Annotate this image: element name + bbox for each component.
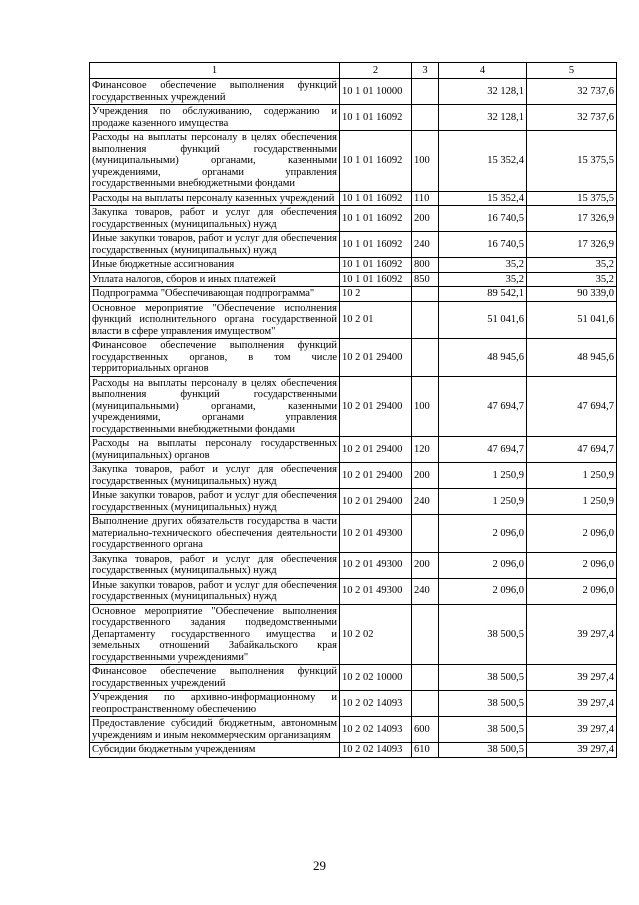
row-name-cell: Выполнение других обязательств государства в части материально-технического обеспечения деятельности государственного органа xyxy=(90,515,340,553)
row-code-cell: 10 2 01 49300 xyxy=(340,552,412,578)
row-year2-cell: 35,2 xyxy=(527,272,617,287)
table-row xyxy=(90,105,617,131)
row-name-cell: Иные закупки товаров, работ и услуг для обеспечения государственных (муниципальных) нужд xyxy=(90,489,340,515)
column-header: 3 xyxy=(412,63,439,79)
row-year2-cell: 39 297,4 xyxy=(527,691,617,717)
row-year2-cell: 39 297,4 xyxy=(527,743,617,758)
row-year1-cell: 16 740,5 xyxy=(439,232,527,258)
row-year2-cell: 47 694,7 xyxy=(527,376,617,437)
row-year1-cell: 38 500,5 xyxy=(439,717,527,743)
row-type-cell: 600 xyxy=(412,717,439,743)
row-name-cell: Субсидии бюджетным учреждениям xyxy=(90,743,340,758)
row-code-cell: 10 2 01 29400 xyxy=(340,437,412,463)
column-header: 1 xyxy=(90,63,340,79)
row-type-cell: 240 xyxy=(412,578,439,604)
row-type-cell xyxy=(412,301,439,339)
table-row xyxy=(90,604,617,665)
table-row xyxy=(90,191,617,206)
table-row xyxy=(90,552,617,578)
row-year2-cell: 48 945,6 xyxy=(527,339,617,377)
table-row xyxy=(90,79,617,105)
row-type-cell: 800 xyxy=(412,258,439,273)
row-name-cell: Расходы на выплаты персоналу в целях обеспечения выполнения функций государственными (муниципальными) органами, казенными учреждениями, органами управления государственными внебюджетными фондами xyxy=(90,131,340,192)
row-name-cell: Финансовое обеспечение выполнения функций государственных учреждений xyxy=(90,79,340,105)
row-year2-cell: 39 297,4 xyxy=(527,604,617,665)
row-year1-cell: 38 500,5 xyxy=(439,691,527,717)
row-year2-cell: 2 096,0 xyxy=(527,552,617,578)
row-code-cell: 10 1 01 16092 xyxy=(340,272,412,287)
row-code-cell: 10 2 02 14093 xyxy=(340,743,412,758)
row-name-cell: Расходы на выплаты персоналу казенных учреждений xyxy=(90,191,340,206)
row-year1-cell: 2 096,0 xyxy=(439,552,527,578)
table-row xyxy=(90,717,617,743)
table-row xyxy=(90,691,617,717)
column-header: 2 xyxy=(340,63,412,79)
row-year2-cell: 2 096,0 xyxy=(527,515,617,553)
row-type-cell: 240 xyxy=(412,489,439,515)
table-row xyxy=(90,743,617,758)
row-type-cell xyxy=(412,79,439,105)
row-type-cell xyxy=(412,515,439,553)
row-code-cell: 10 1 01 16092 xyxy=(340,191,412,206)
row-name-cell: Расходы на выплаты персоналу государственных (муниципальных) органов xyxy=(90,437,340,463)
row-type-cell xyxy=(412,105,439,131)
row-name-cell: Закупка товаров, работ и услуг для обеспечения государственных (муниципальных) нужд xyxy=(90,206,340,232)
row-name-cell: Расходы на выплаты персоналу в целях обеспечения выполнения функций государственными (муниципальными) органами, казенными учреждениями, органами управления государственными внебюджетными фондами xyxy=(90,376,340,437)
table-row xyxy=(90,206,617,232)
row-year1-cell: 48 945,6 xyxy=(439,339,527,377)
row-year2-cell: 47 694,7 xyxy=(527,437,617,463)
row-code-cell: 10 2 01 49300 xyxy=(340,515,412,553)
row-name-cell: Основное мероприятие "Обеспечение выполнения государственного задания подведомственными Департаменту государственного имущества и земельных отношений Забайкальского края государственными учреждениями" xyxy=(90,604,340,665)
row-type-cell: 100 xyxy=(412,131,439,192)
row-name-cell: Иные закупки товаров, работ и услуг для обеспечения государственных (муниципальных) нужд xyxy=(90,232,340,258)
page-number: 29 xyxy=(313,858,326,873)
row-type-cell: 100 xyxy=(412,376,439,437)
row-code-cell: 10 2 01 29400 xyxy=(340,463,412,489)
row-code-cell: 10 1 01 16092 xyxy=(340,105,412,131)
row-year1-cell: 15 352,4 xyxy=(439,131,527,192)
row-name-cell: Закупка товаров, работ и услуг для обеспечения государственных (муниципальных) нужд xyxy=(90,463,340,489)
row-year2-cell: 15 375,5 xyxy=(527,191,617,206)
row-year2-cell: 90 339,0 xyxy=(527,287,617,302)
row-name-cell: Уплата налогов, сборов и иных платежей xyxy=(90,272,340,287)
row-year1-cell: 35,2 xyxy=(439,272,527,287)
row-code-cell: 10 2 xyxy=(340,287,412,302)
row-code-cell: 10 1 01 16092 xyxy=(340,131,412,192)
column-header: 4 xyxy=(439,63,527,79)
row-code-cell: 10 2 01 29400 xyxy=(340,376,412,437)
row-code-cell: 10 2 02 10000 xyxy=(340,665,412,691)
row-code-cell: 10 2 01 29400 xyxy=(340,489,412,515)
row-name-cell: Предоставление субсидий бюджетным, автономным учреждениям и иным некоммерческим организациям xyxy=(90,717,340,743)
row-year1-cell: 32 128,1 xyxy=(439,105,527,131)
row-year1-cell: 47 694,7 xyxy=(439,437,527,463)
row-type-cell: 240 xyxy=(412,232,439,258)
row-type-cell: 200 xyxy=(412,463,439,489)
row-type-cell: 200 xyxy=(412,206,439,232)
row-code-cell: 10 2 01 29400 xyxy=(340,339,412,377)
table-row xyxy=(90,665,617,691)
table-row xyxy=(90,578,617,604)
row-year2-cell: 17 326,9 xyxy=(527,232,617,258)
budget-table-body xyxy=(90,63,617,758)
row-type-cell: 610 xyxy=(412,743,439,758)
row-name-cell: Иные бюджетные ассигнования xyxy=(90,258,340,273)
table-row xyxy=(90,301,617,339)
table-row xyxy=(90,131,617,192)
row-year1-cell: 32 128,1 xyxy=(439,79,527,105)
row-year1-cell: 38 500,5 xyxy=(439,743,527,758)
row-name-cell: Закупка товаров, работ и услуг для обеспечения государственных (муниципальных) нужд xyxy=(90,552,340,578)
row-year1-cell: 1 250,9 xyxy=(439,489,527,515)
row-type-cell xyxy=(412,287,439,302)
row-code-cell: 10 2 02 14093 xyxy=(340,691,412,717)
row-year2-cell: 15 375,5 xyxy=(527,131,617,192)
row-code-cell: 10 1 01 16092 xyxy=(340,258,412,273)
table-row xyxy=(90,232,617,258)
table-row xyxy=(90,376,617,437)
table-row xyxy=(90,515,617,553)
row-type-cell xyxy=(412,691,439,717)
table-row xyxy=(90,272,617,287)
row-code-cell: 10 2 02 xyxy=(340,604,412,665)
row-type-cell: 110 xyxy=(412,191,439,206)
row-year2-cell: 1 250,9 xyxy=(527,463,617,489)
row-type-cell: 200 xyxy=(412,552,439,578)
row-code-cell: 10 2 02 14093 xyxy=(340,717,412,743)
table-row xyxy=(90,437,617,463)
row-code-cell: 10 1 01 16092 xyxy=(340,206,412,232)
table-row xyxy=(90,258,617,273)
row-year2-cell: 35,2 xyxy=(527,258,617,273)
row-code-cell: 10 1 01 10000 xyxy=(340,79,412,105)
row-year1-cell: 47 694,7 xyxy=(439,376,527,437)
row-name-cell: Иные закупки товаров, работ и услуг для обеспечения государственных (муниципальных) нужд xyxy=(90,578,340,604)
row-year1-cell: 51 041,6 xyxy=(439,301,527,339)
row-name-cell: Финансовое обеспечение выполнения функций государственных учреждений xyxy=(90,665,340,691)
row-name-cell: Подпрограмма "Обеспечивающая подпрограмма" xyxy=(90,287,340,302)
table-row xyxy=(90,339,617,377)
budget-table xyxy=(89,62,617,758)
row-type-cell xyxy=(412,604,439,665)
row-year2-cell: 32 737,6 xyxy=(527,105,617,131)
row-year1-cell: 2 096,0 xyxy=(439,515,527,553)
row-year1-cell: 35,2 xyxy=(439,258,527,273)
table-row xyxy=(90,463,617,489)
row-code-cell: 10 2 01 49300 xyxy=(340,578,412,604)
row-year1-cell: 1 250,9 xyxy=(439,463,527,489)
row-type-cell: 120 xyxy=(412,437,439,463)
row-name-cell: Финансовое обеспечение выполнения функций государственных органов, в том числе территориальных органов xyxy=(90,339,340,377)
row-year2-cell: 2 096,0 xyxy=(527,578,617,604)
row-year1-cell: 2 096,0 xyxy=(439,578,527,604)
row-year2-cell: 17 326,9 xyxy=(527,206,617,232)
row-year1-cell: 89 542,1 xyxy=(439,287,527,302)
row-year2-cell: 51 041,6 xyxy=(527,301,617,339)
row-year2-cell: 1 250,9 xyxy=(527,489,617,515)
row-code-cell: 10 1 01 16092 xyxy=(340,232,412,258)
row-name-cell: Учреждения по обслуживанию, содержанию и продаже казенного имущества xyxy=(90,105,340,131)
row-year1-cell: 38 500,5 xyxy=(439,604,527,665)
row-name-cell: Учреждения по архивно-информационному и геопространственному обеспечению xyxy=(90,691,340,717)
row-year1-cell: 15 352,4 xyxy=(439,191,527,206)
table-row xyxy=(90,287,617,302)
row-year2-cell: 32 737,6 xyxy=(527,79,617,105)
row-year1-cell: 16 740,5 xyxy=(439,206,527,232)
table-row xyxy=(90,489,617,515)
row-name-cell: Основное мероприятие "Обеспечение исполнения функций исполнительного органа государственной власти в сфере управления имуществом" xyxy=(90,301,340,339)
row-type-cell xyxy=(412,339,439,377)
row-year2-cell: 39 297,4 xyxy=(527,717,617,743)
column-header: 5 xyxy=(527,63,617,79)
table-header-row xyxy=(90,63,617,79)
row-type-cell: 850 xyxy=(412,272,439,287)
row-type-cell xyxy=(412,665,439,691)
row-code-cell: 10 2 01 xyxy=(340,301,412,339)
row-year2-cell: 39 297,4 xyxy=(527,665,617,691)
row-year1-cell: 38 500,5 xyxy=(439,665,527,691)
